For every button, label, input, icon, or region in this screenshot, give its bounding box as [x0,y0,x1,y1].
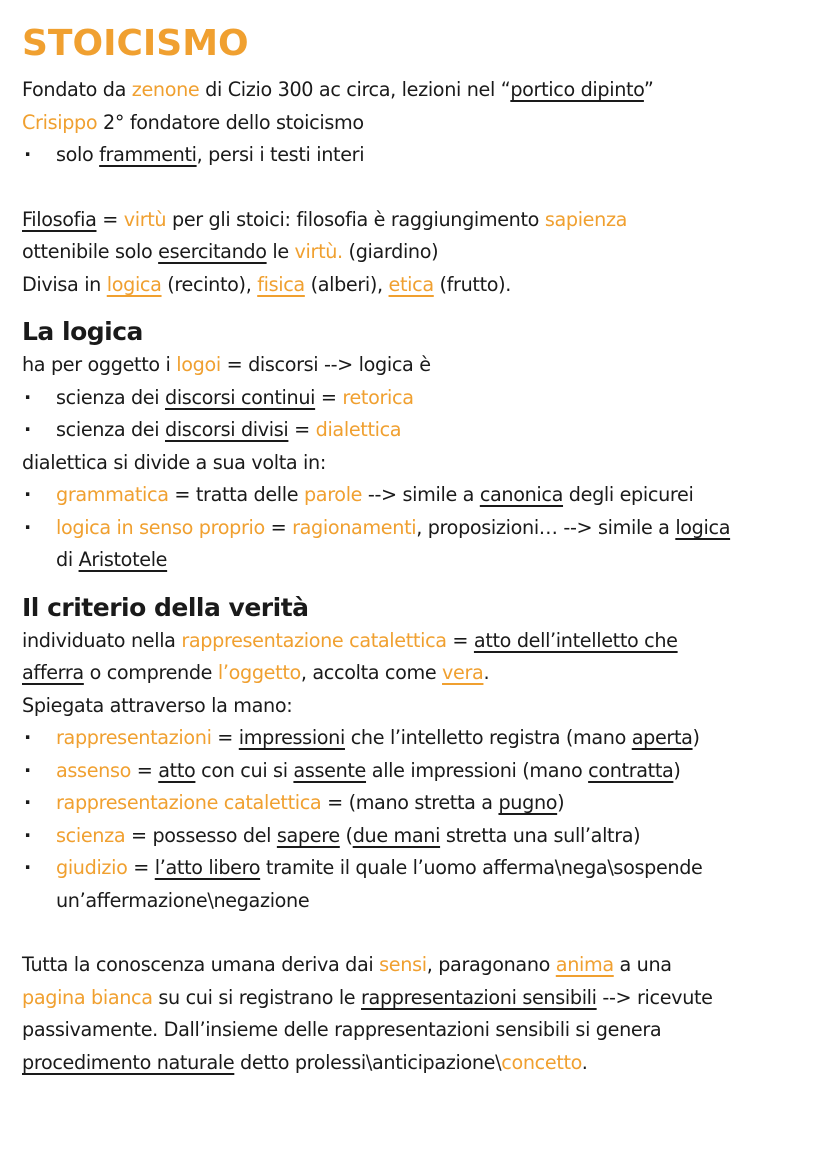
underlined-term: contratta [588,758,674,782]
underlined-term: aperta [631,726,693,749]
text-segment: di [56,548,79,571]
section-heading-criterio: Il criterio della verità [22,592,309,622]
text-line [22,74,808,107]
text-segment: a una [613,953,672,976]
underlined-term: Filosofia [22,207,97,231]
highlight-underlined-term: logica [106,272,162,296]
text-segment: tramite il quale l’uomo afferma\nega\sospende [260,856,703,879]
text-segment: Fondato da [22,78,132,101]
underlined-term: rappresentazioni sensibili [361,985,597,1009]
text-line [22,657,808,690]
text-line [22,982,808,1015]
highlight-term: assenso [56,758,132,782]
underlined-term: atto [158,758,196,782]
text-segment: , accolta come [300,661,443,684]
highlight-term: rappresentazioni [56,726,212,749]
text-segment: = possesso del [125,823,277,847]
text-line [22,544,808,577]
text-line [22,949,808,982]
underlined-term: procedimento naturale [22,1050,235,1074]
underlined-term: due mani [352,823,441,847]
bullet-dot-icon: · [24,515,31,539]
bullet-item [22,820,808,853]
highlight-term: l’oggetto [217,661,301,684]
underlined-term: canonica [479,483,564,506]
bullet-item [22,382,808,415]
text-segment: individuato nella [22,628,182,652]
underlined-term: discorsi continui [165,385,316,409]
text-segment: (giardino) [342,240,439,263]
highlight-term: pagina bianca [22,985,153,1009]
highlight-term: rappresentazione catalettica [181,628,447,652]
highlight-term: retorica [342,385,414,409]
text-segment: ) [557,791,565,814]
text-segment: = [446,628,474,652]
text-segment: Divisa in [22,272,107,296]
section-heading-logica: La logica [22,317,143,346]
bullet-dot-icon: · [24,385,31,409]
logica-block [22,349,808,577]
text-line [22,1047,808,1080]
text-segment: = [264,515,293,539]
text-line [22,107,808,140]
highlight-underlined-term: anima [555,953,614,976]
spacer [22,917,808,949]
text-segment: ( [339,823,353,847]
text-segment: = [127,856,155,879]
highlight-term: virtù [123,207,167,231]
highlight-term: concetto [501,1050,582,1074]
text-line [22,204,808,237]
highlight-term: logoi [176,353,221,376]
bullet-item [22,722,808,755]
text-segment: = (mano stretta a [321,791,499,814]
text-segment: , paragonano [426,953,556,976]
text-segment: . [581,1050,588,1074]
bullet-dot-icon: · [24,791,31,814]
text-segment: (frutto). [433,272,512,296]
bullet-item [22,852,808,885]
underlined-term: portico dipinto [510,78,644,101]
text-segment: scienza dei [56,385,165,409]
bullet-dot-icon: · [24,823,31,847]
highlight-term: parole [303,483,363,506]
text-line [22,1014,808,1047]
spacer [22,301,808,315]
underlined-term: pugno [498,791,558,814]
highlight-term: zenone [131,78,200,101]
text-segment: (alberi), [304,272,389,296]
text-segment: o comprende [83,661,218,684]
text-segment: un’affermazione\negazione [56,888,310,912]
underlined-term: Aristotele [78,548,168,571]
text-segment: ) [673,758,681,782]
highlight-term: dialettica [315,418,402,441]
text-segment: di Cizio 300 ac circa, lezioni nel “ [199,78,511,101]
text-line [22,885,808,918]
intro-block [22,74,808,172]
text-segment: solo [56,143,100,166]
text-segment: = [288,418,316,441]
text-segment: ” [643,78,654,101]
criterio-block [22,625,808,918]
bullet-item [22,139,808,172]
bullet-item [22,479,808,512]
text-segment: ha per oggetto i [22,353,177,376]
bullet-dot-icon: · [24,726,31,749]
text-segment: alle impressioni (mano [366,758,589,782]
bullet-dot-icon: · [24,143,31,166]
highlight-underlined-term: etica [388,272,434,296]
conoscenza-block [22,949,808,1079]
underlined-term: afferra [22,661,84,684]
text-segment: su cui si registrano le [152,985,362,1009]
text-segment: = [211,726,239,749]
bullet-dot-icon: · [24,483,31,506]
text-segment: = discorsi --> logica è [220,353,431,376]
spacer [22,172,808,204]
text-segment: Spiegata attraverso la mano: [22,693,293,717]
underlined-term: atto dell’intelletto che [473,628,678,652]
notes-page [22,18,808,1079]
highlight-term: scienza [56,823,126,847]
bullet-item [22,787,808,820]
text-segment: , persi i testi interi [196,143,365,166]
text-segment: , proposizioni… --> simile a [416,515,676,539]
highlight-term: rappresentazione catalettica [56,791,322,814]
page-title: STOICISMO [22,23,249,64]
text-line [22,269,808,302]
bullet-dot-icon: · [24,856,31,879]
bullet-dot-icon: · [24,418,31,441]
highlight-term: logica in senso proprio [56,515,265,539]
text-segment: --> simile a [362,483,480,506]
bullet-item [22,414,808,447]
underlined-term: impressioni [238,726,345,749]
highlight-term: ragionamenti [292,515,417,539]
text-line [22,690,808,723]
text-segment: = [315,385,343,409]
text-segment: --> ricevute [596,985,713,1009]
text-segment: Tutta la conoscenza umana deriva dai [22,953,380,976]
underlined-term: sapere [276,823,340,847]
underlined-term: l’atto libero [154,856,261,879]
highlight-term: Crisippo [22,110,98,134]
highlight-underlined-term: vera [442,661,484,684]
filosofia-block [22,204,808,302]
text-segment: che l’intelletto registra (mano [344,726,632,749]
spacer [22,577,808,591]
underlined-term: frammenti [99,143,197,166]
text-line [22,625,808,658]
text-segment: . [483,661,490,684]
text-segment: scienza dei [56,418,165,441]
highlight-term: grammatica [56,483,169,506]
text-segment: passivamente. Dall’insieme delle rappresentazioni sensibili si genera [22,1018,662,1041]
text-segment: = tratta delle [168,483,304,506]
bullet-item [22,512,808,545]
underlined-term: logica [675,515,731,539]
text-line [22,236,808,269]
text-segment: con cui si [195,758,294,782]
text-segment: detto prolessi\anticipazione\ [234,1050,502,1074]
text-segment: = [96,207,124,231]
highlight-term: virtù. [294,240,343,263]
text-segment: dialettica si divide a sua volta in: [22,450,326,474]
highlight-term: giudizio [56,856,128,879]
text-segment: ) [692,726,700,749]
highlight-term: sapienza [544,207,628,231]
highlight-term: sensi [379,953,427,976]
text-segment: 2° fondatore dello stoicismo [97,110,364,134]
text-segment: ottenibile solo [22,240,159,263]
bullet-dot-icon: · [24,758,31,782]
text-line [22,447,808,480]
highlight-underlined-term: fisica [257,272,305,296]
text-segment: degli epicurei [563,483,694,506]
underlined-term: discorsi divisi [165,418,289,441]
underlined-term: assente [293,758,367,782]
text-segment: (recinto), [161,272,258,296]
text-segment: stretta una sull’altra) [440,823,641,847]
text-segment: per gli stoici: filosofia è raggiungimento [166,207,545,231]
text-line [22,349,808,382]
text-segment: = [131,758,159,782]
text-segment: le [266,240,295,263]
underlined-term: esercitando [158,240,267,263]
bullet-item [22,755,808,788]
